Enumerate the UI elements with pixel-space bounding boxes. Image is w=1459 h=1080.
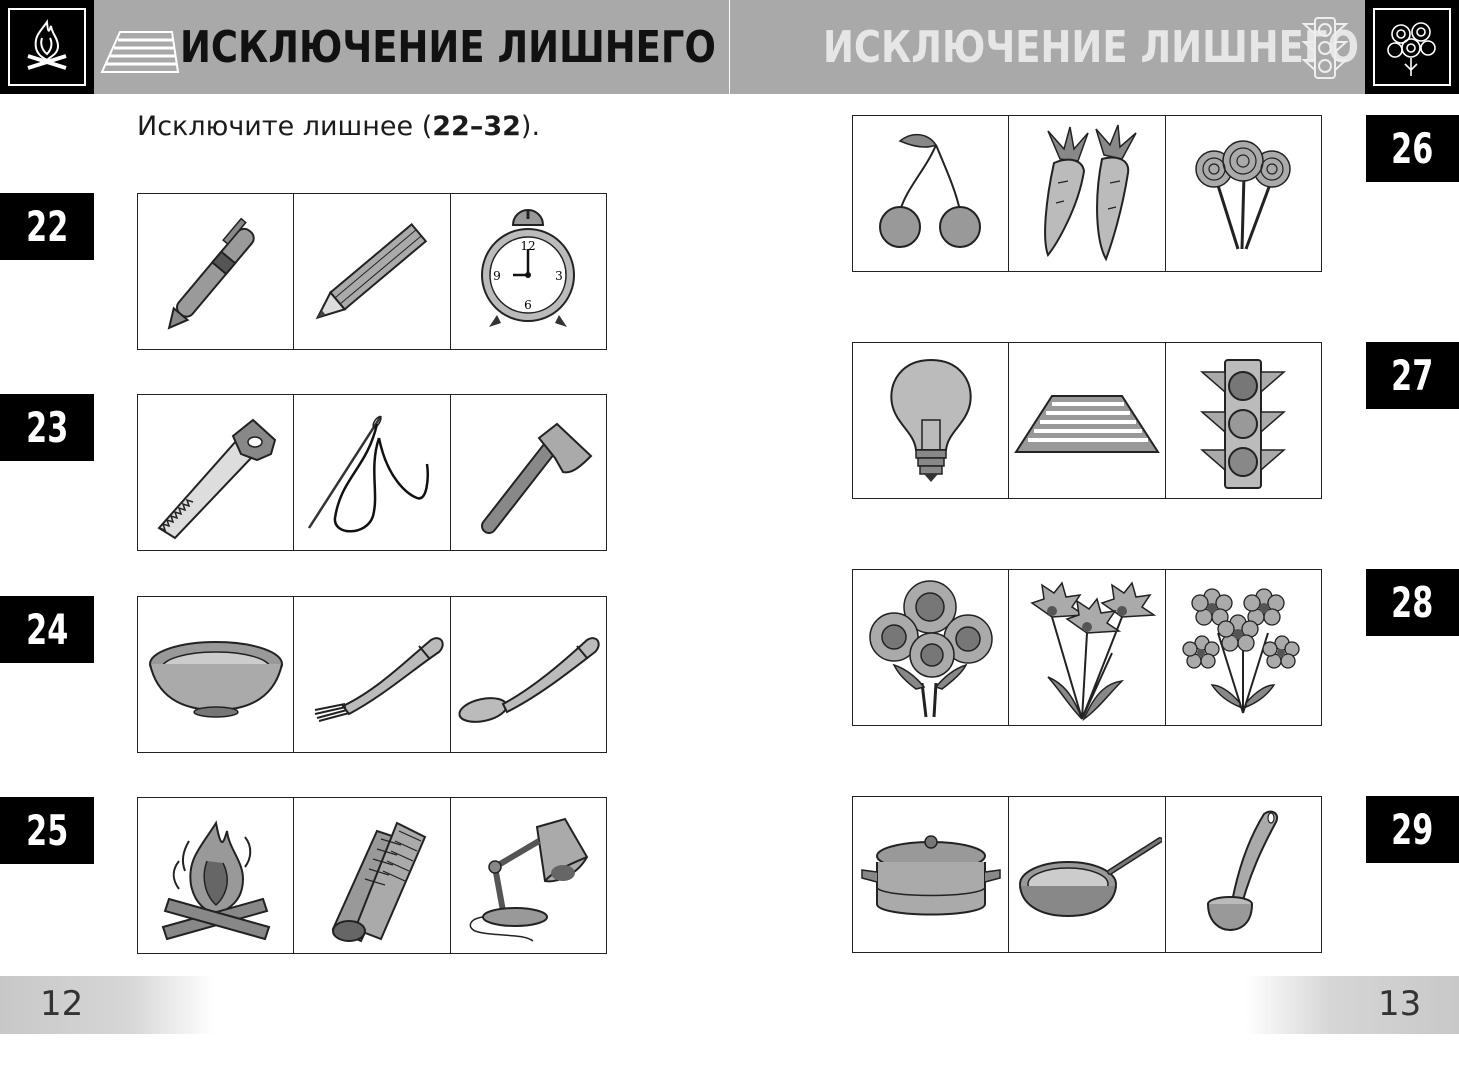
axe-icon	[453, 398, 603, 548]
task-26-option-3[interactable]	[1166, 116, 1321, 271]
svg-text:6: 6	[524, 297, 533, 312]
carrots-icon	[1012, 119, 1162, 269]
instruction-range: 22–32	[432, 111, 521, 142]
task-25-option-3[interactable]	[451, 798, 606, 953]
saw-icon	[141, 398, 291, 548]
task-23-row	[137, 394, 607, 551]
svg-text:9: 9	[493, 268, 502, 283]
campfire-icon	[141, 801, 291, 951]
task-28-option-1[interactable]	[853, 570, 1009, 725]
task-number-23: 23	[0, 394, 94, 461]
crosswalk-icon	[1012, 346, 1162, 496]
pencil-icon	[297, 197, 447, 347]
task-27-option-1[interactable]	[853, 343, 1009, 498]
task-27-row	[852, 342, 1322, 499]
frying-pan-icon	[1012, 800, 1162, 950]
task-26-row	[852, 115, 1322, 272]
task-23-option-2[interactable]	[294, 395, 450, 550]
task-29-row	[852, 796, 1322, 953]
cherries-icon	[856, 119, 1006, 269]
left-corner-box	[0, 0, 94, 94]
task-25-row	[137, 797, 607, 954]
task-number-25: 25	[0, 797, 94, 864]
task-22-option-2[interactable]	[294, 194, 450, 349]
fork-icon	[297, 600, 447, 750]
task-23-option-1[interactable]	[138, 395, 294, 550]
instruction-text	[137, 111, 540, 142]
sunflowers-icon	[1381, 14, 1443, 80]
task-28-option-2[interactable]	[1009, 570, 1165, 725]
task-29-option-2[interactable]	[1009, 797, 1165, 952]
alarm-clock-icon	[453, 197, 603, 347]
cornflowers-icon	[1012, 573, 1162, 723]
instruction-prefix: Исключите лишнее (	[137, 111, 433, 142]
desk-lamp-icon	[453, 801, 603, 951]
spoon-icon	[453, 600, 603, 750]
flowers-icon	[1168, 573, 1318, 723]
left-footer-bar	[0, 976, 215, 1034]
task-28-option-3[interactable]	[1166, 570, 1321, 725]
ladle-icon	[1168, 800, 1318, 950]
campfire-icon	[18, 16, 76, 76]
traffic-light-icon	[1300, 14, 1350, 82]
right-page-title: ИСКЛЮЧЕНИЕ ЛИШНЕГО	[823, 22, 1359, 73]
task-28-row	[852, 569, 1322, 726]
lollipops-icon	[1168, 119, 1318, 269]
traffic-light-icon	[1168, 346, 1318, 496]
bowl-icon	[141, 600, 291, 750]
task-25-option-1[interactable]	[138, 798, 294, 953]
pen-icon	[141, 197, 291, 347]
task-26-option-1[interactable]	[853, 116, 1009, 271]
task-number-24: 24	[0, 596, 94, 663]
combs-icon	[297, 801, 447, 951]
task-24-option-3[interactable]	[451, 597, 606, 752]
task-27-option-3[interactable]	[1166, 343, 1321, 498]
task-25-option-2[interactable]	[294, 798, 450, 953]
task-22-option-3[interactable]	[451, 194, 606, 349]
task-23-option-3[interactable]	[451, 395, 606, 550]
task-29-option-3[interactable]	[1166, 797, 1321, 952]
task-22-option-1[interactable]	[138, 194, 294, 349]
task-number-28: 28	[1366, 569, 1459, 636]
right-corner-box	[1365, 0, 1459, 94]
sunflowers-icon	[856, 573, 1006, 723]
crosswalk-icon	[100, 28, 180, 76]
left-page-title: ИСКЛЮЧЕНИЕ ЛИШНЕГО	[180, 22, 716, 73]
right-page-number: 13	[1378, 984, 1422, 1024]
task-number-27: 27	[1366, 342, 1459, 409]
task-26-option-2[interactable]	[1009, 116, 1165, 271]
svg-text:3: 3	[555, 268, 564, 283]
task-number-29: 29	[1366, 796, 1459, 863]
pot-icon	[856, 800, 1006, 950]
instruction-suffix: ).	[520, 111, 541, 142]
left-page-number: 12	[40, 984, 84, 1024]
task-22-row	[137, 193, 607, 350]
task-number-22: 22	[0, 193, 94, 260]
task-24-row	[137, 596, 607, 753]
task-number-26: 26	[1366, 115, 1459, 182]
task-27-option-2[interactable]	[1009, 343, 1165, 498]
task-24-option-1[interactable]	[138, 597, 294, 752]
right-footer-bar	[1245, 976, 1459, 1034]
task-24-option-2[interactable]	[294, 597, 450, 752]
light-bulb-icon	[856, 346, 1006, 496]
task-29-option-1[interactable]	[853, 797, 1009, 952]
svg-text:12: 12	[520, 238, 536, 253]
needle-thread-icon	[297, 398, 447, 548]
